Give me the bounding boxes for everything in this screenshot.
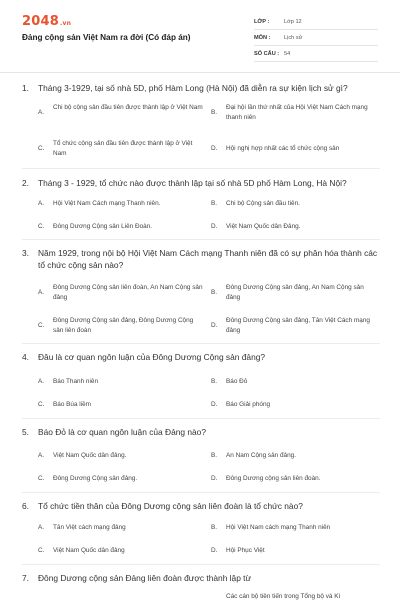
option-label: C.	[38, 547, 45, 554]
meta-count-key: SỐ CÂU :	[254, 51, 280, 57]
question-text: Năm 1929, trong nội bộ Hội Việt Nam Cách mạng Thanh niên đã có sự phân hóa thành các tổ chức cộng sản nào?	[38, 248, 378, 270]
question-text: Đâu là cơ quan ngôn luận của Đông Dương Cộng sản đảng?	[38, 352, 266, 362]
option-label: C.	[38, 401, 45, 408]
option-label: D.	[211, 322, 218, 329]
option-text: Việt Nam Quốc dân đảng.	[53, 452, 127, 459]
question-divider	[22, 492, 380, 493]
option-text: Hội Phục Việt	[226, 547, 265, 554]
option-text: Đông Dương Cộng sản đảng, Tân Việt Cách mạng đảng	[226, 317, 370, 334]
option-label: C.	[38, 223, 45, 230]
option-text: Đông Dương Cộng sản Liên Đoàn.	[53, 223, 153, 230]
option-text: Hội Việt Nam cách mạng Thanh niên	[226, 524, 331, 531]
question-text: Đông Dương cộng sản Đảng liên đoàn được thành lập từ	[38, 573, 252, 583]
meta-question-count	[254, 46, 378, 62]
option-label: D.	[211, 401, 218, 408]
option-text: Đông Dương Cộng sản liên đoàn, An Nam Cộng sản đảng	[53, 284, 203, 301]
option-text: Đại hội lần thứ nhất của Hội Việt Nam Cách mạng thanh niên	[226, 104, 368, 121]
option-label: A.	[38, 524, 45, 531]
meta-count-value: 54	[284, 51, 291, 57]
option-label: A.	[38, 378, 45, 385]
option-text: Tổ chức cộng sản đầu tiên được thành lập ở Việt Nam	[53, 140, 193, 157]
option-label: D.	[211, 223, 218, 230]
option-text: Đông Dương Cộng sản đảng, An Nam Cộng sản đảng	[226, 284, 364, 301]
option-text: Việt Nam Quốc dân đảng	[53, 547, 125, 554]
question-text: Tổ chức tiền thân của Đông Dương cộng sản liên đoàn là tổ chức nào?	[38, 501, 303, 511]
question-divider	[22, 168, 380, 169]
option-text: Hội nghị hợp nhất các tổ chức cộng sản	[226, 145, 340, 152]
option-text: Đông Dương Cộng sản đảng.	[53, 475, 138, 482]
option-text: Đông Dương Cộng sản đảng, Đông Dương Cộng sản liên đoàn	[53, 317, 194, 334]
meta-subject-key: MÔN :	[254, 35, 271, 41]
logo-domain: .vn	[59, 20, 72, 27]
option-text: Báo Giải phóng	[226, 401, 271, 408]
question-number: 3.	[22, 248, 29, 258]
option-label: D.	[211, 475, 218, 482]
option-text: Chi bộ cộng sản đầu tiên được thành lập ở Việt Nam	[53, 104, 203, 111]
question-number: 2.	[22, 178, 29, 188]
option-text: Hội Việt Nam Cách mạng Thanh niên.	[53, 200, 161, 207]
question-text: Tháng 3 - 1929, tổ chức nào được thành lập tại số nhà 5D phố Hàm Long, Hà Nội?	[38, 178, 347, 188]
option-label: D.	[211, 547, 218, 554]
option-label: A.	[38, 289, 45, 296]
option-label: A.	[38, 109, 45, 116]
question-number: 7.	[22, 573, 29, 583]
question-divider	[22, 239, 380, 240]
option-label: C.	[38, 145, 45, 152]
document-header	[0, 0, 400, 68]
header-divider	[0, 72, 400, 73]
question-number: 6.	[22, 501, 29, 511]
question-number: 4.	[22, 352, 29, 362]
question-number: 5.	[22, 427, 29, 437]
option-text: Tân Việt cách mạng đảng	[53, 524, 126, 531]
option-text: Báo Thanh niên	[53, 378, 99, 385]
meta-subject-value: Lịch sử	[284, 35, 303, 41]
question-text: Báo Đỏ là cơ quan ngôn luận của Đảng nào?	[38, 427, 206, 437]
option-label: B.	[211, 524, 218, 531]
option-text: An Nam Cộng sản đảng.	[226, 452, 296, 459]
logo-main: 2048	[22, 14, 59, 29]
option-label: B.	[211, 452, 218, 459]
option-label: C.	[38, 475, 45, 482]
option-text: Báo Búa liềm	[53, 401, 92, 408]
option-text: Đông Dương cộng sản liên đoàn.	[226, 475, 321, 482]
document-title: Đảng cộng sản Việt Nam ra đời (Có đáp án)	[22, 33, 191, 42]
option-label: A.	[38, 200, 45, 207]
option-text: Báo Đỏ	[226, 378, 248, 385]
question-divider	[22, 564, 380, 565]
meta-class	[254, 14, 378, 30]
meta-subject	[254, 30, 378, 46]
option-label: B.	[211, 200, 218, 207]
option-label: B.	[211, 378, 218, 385]
option-text: Chi bộ Cộng sản đầu tiên.	[226, 200, 300, 207]
option-text: Các cán bộ tiên tiến trong Tổng bộ và Kì	[226, 593, 341, 600]
option-label: B.	[211, 289, 218, 296]
question-divider	[22, 418, 380, 419]
meta-class-value: Lớp 12	[284, 19, 302, 25]
question-divider	[22, 343, 380, 344]
question-text: Tháng 3-1929, tại số nhà 5D, phố Hàm Long (Hà Nội) đã diễn ra sự kiện lịch sử gì?	[38, 83, 348, 93]
option-label: B.	[211, 109, 218, 116]
option-label: C.	[38, 322, 45, 329]
option-text: Việt Nam Quốc dân Đảng.	[226, 223, 301, 230]
site-logo[interactable]	[22, 14, 71, 29]
option-label: D.	[211, 145, 218, 152]
question-number: 1.	[22, 83, 29, 93]
option-label: A.	[38, 452, 45, 459]
meta-class-key: LỚP :	[254, 19, 270, 25]
